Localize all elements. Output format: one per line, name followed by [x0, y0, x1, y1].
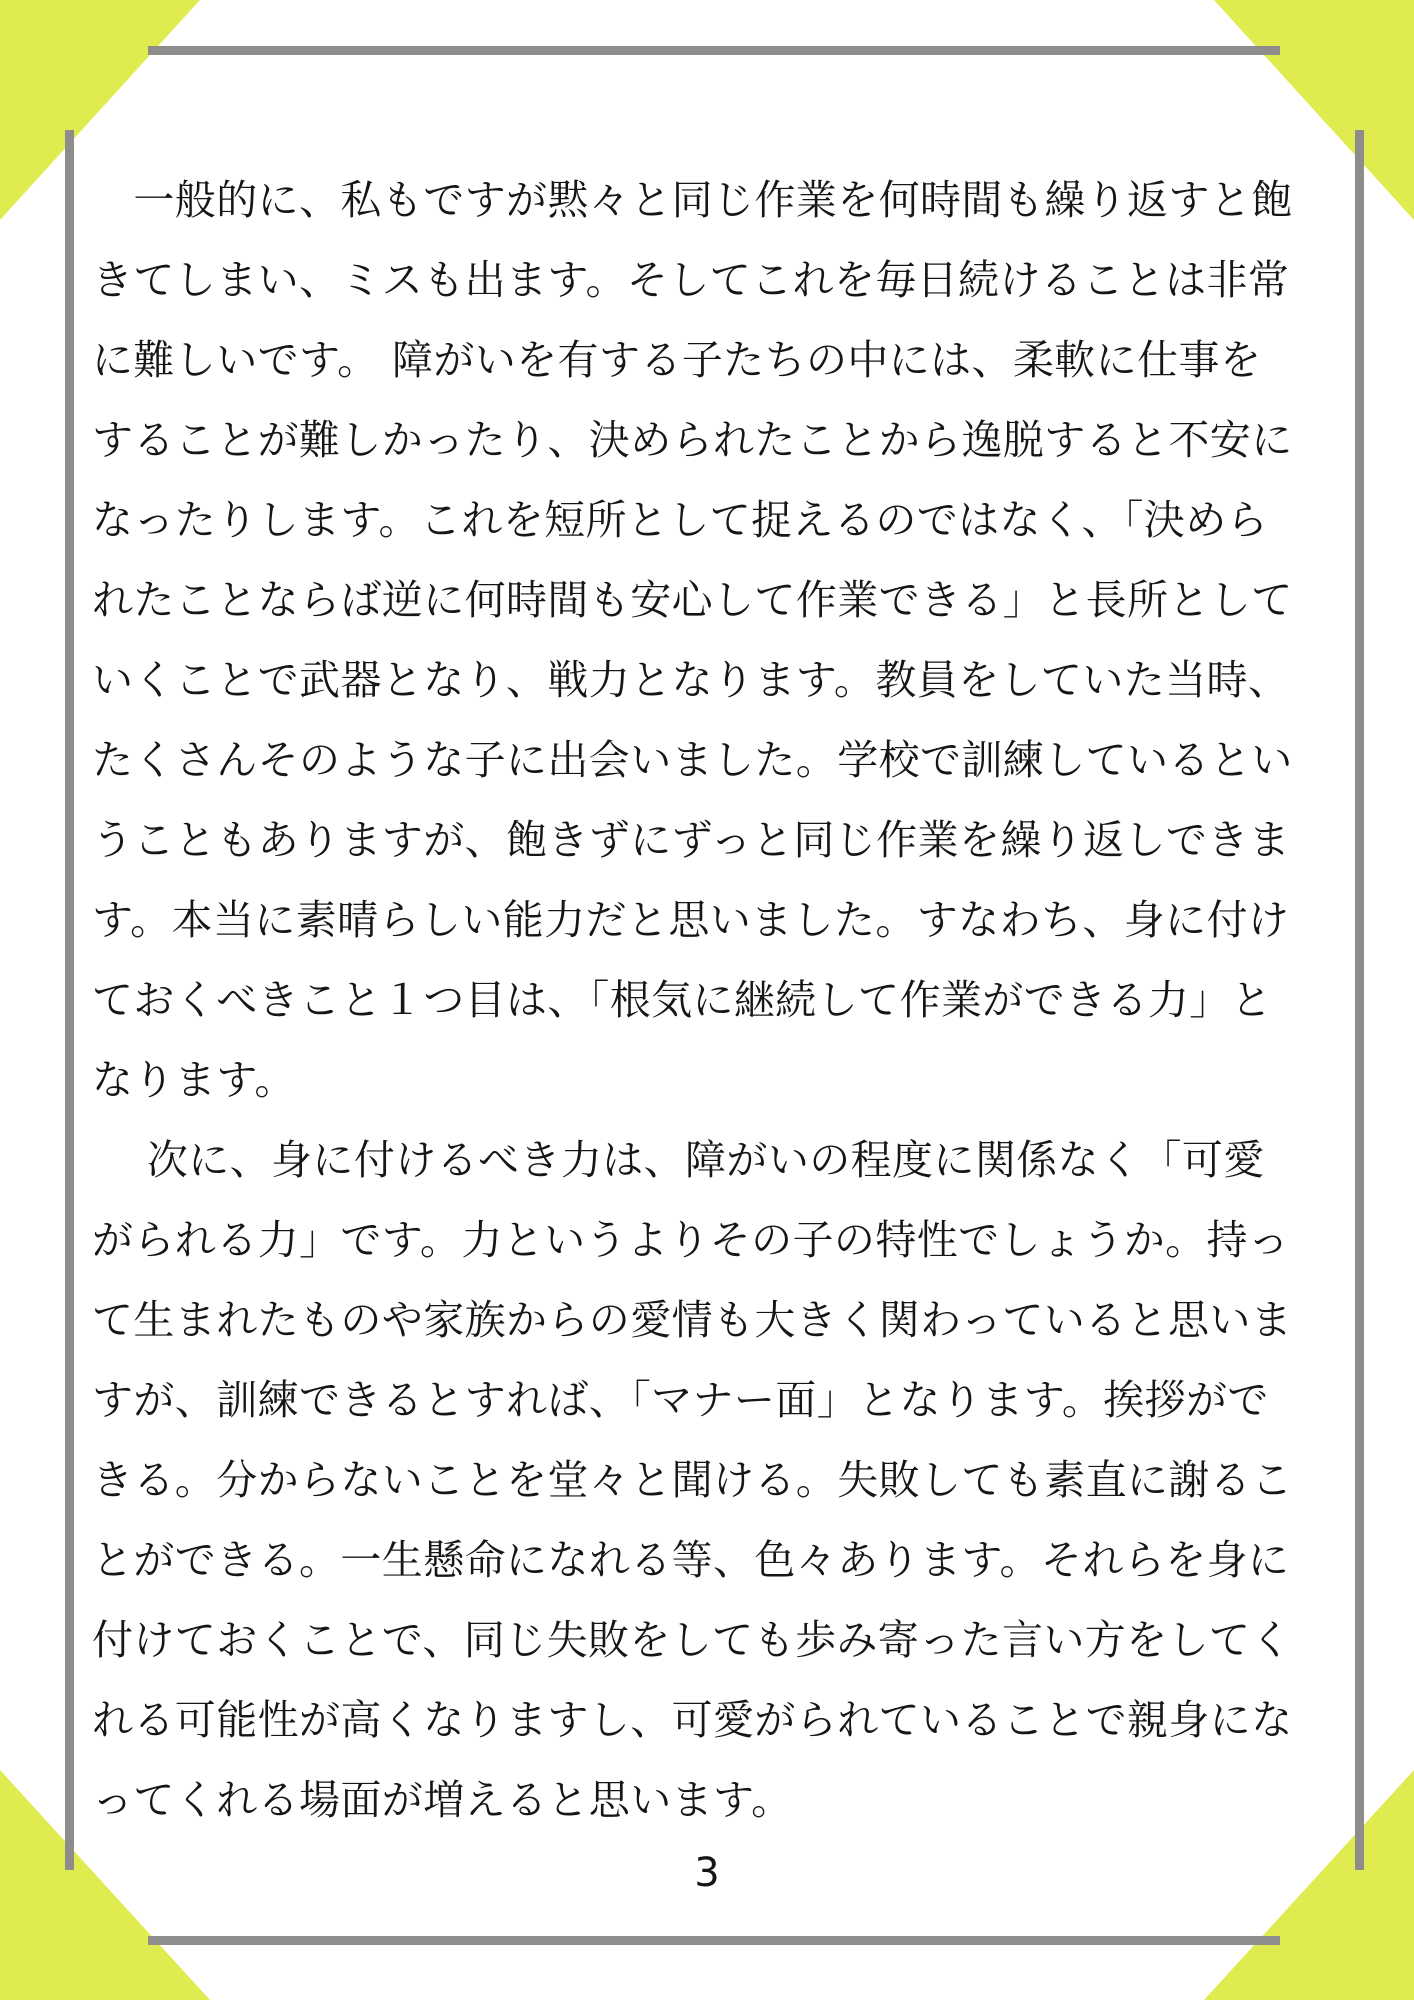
text-line: に難しいです。 障がいを有する子たちの中には、柔軟に仕事を: [92, 336, 1262, 384]
text-line: いくことで武器となり、戦力となります。教員をしていた当時、: [92, 656, 1290, 704]
text-line: ておくべきこと１つ目は、「根気に継続して作業ができる力」と: [92, 976, 1273, 1024]
text-line: たくさんそのような子に出会いました。学校で訓練しているとい: [92, 736, 1293, 784]
text-line: す。本当に素晴らしい能力だと思いました。すなわち、身に付け: [92, 896, 1290, 944]
text-line: れたことならば逆に何時間も安心して作業できる」と長所として: [92, 576, 1293, 624]
text-line: 一般的に、私もですが黙々と同じ作業を何時間も繰り返すと飽: [92, 176, 1293, 224]
text-line: 付けておくことで、同じ失敗をしても歩み寄った言い方をしてく: [92, 1616, 1292, 1664]
text-line: なります。: [92, 1056, 296, 1104]
text-line: ってくれる場面が増えると思います。: [92, 1776, 793, 1824]
frame-bottom-border: [148, 1936, 1280, 1945]
frame-top-border: [148, 46, 1280, 55]
text-line: れる可能性が高くなりますし、可愛がられていることで親身にな: [92, 1696, 1293, 1744]
text-line: することが難しかったり、決められたことから逸脱すると不安に: [92, 416, 1293, 464]
frame-right-border: [1355, 130, 1364, 1870]
text-line: 次に、身に付けるべき力は、障がいの程度に関係なく「可愛: [92, 1136, 1265, 1184]
text-line: きてしまい、ミスも出ます。そしてこれを毎日続けることは非常: [92, 256, 1290, 304]
text-line: て生まれたものや家族からの愛情も大きく関わっていると思いま: [92, 1296, 1293, 1344]
text-line: うこともありますが、飽きずにずっと同じ作業を繰り返しできま: [92, 816, 1291, 864]
frame-left-border: [65, 130, 74, 1870]
text-line: きる。分からないことを堂々と聞ける。失敗しても素直に謝るこ: [92, 1456, 1293, 1504]
page-number: 3: [694, 1850, 720, 1896]
text-line: すが、訓練できるとすれば、「マナー面」となります。挨拶がで: [92, 1376, 1269, 1424]
text-line: とができる。一生懸命になれる等、色々あります。それらを身に: [92, 1536, 1290, 1584]
text-line: なったりします。これを短所として捉えるのではなく、「決めら: [92, 496, 1268, 544]
body-text: [92, 160, 1342, 1840]
text-line: がられる力」です。力というよりその子の特性でしょうか。持っ: [92, 1216, 1290, 1264]
